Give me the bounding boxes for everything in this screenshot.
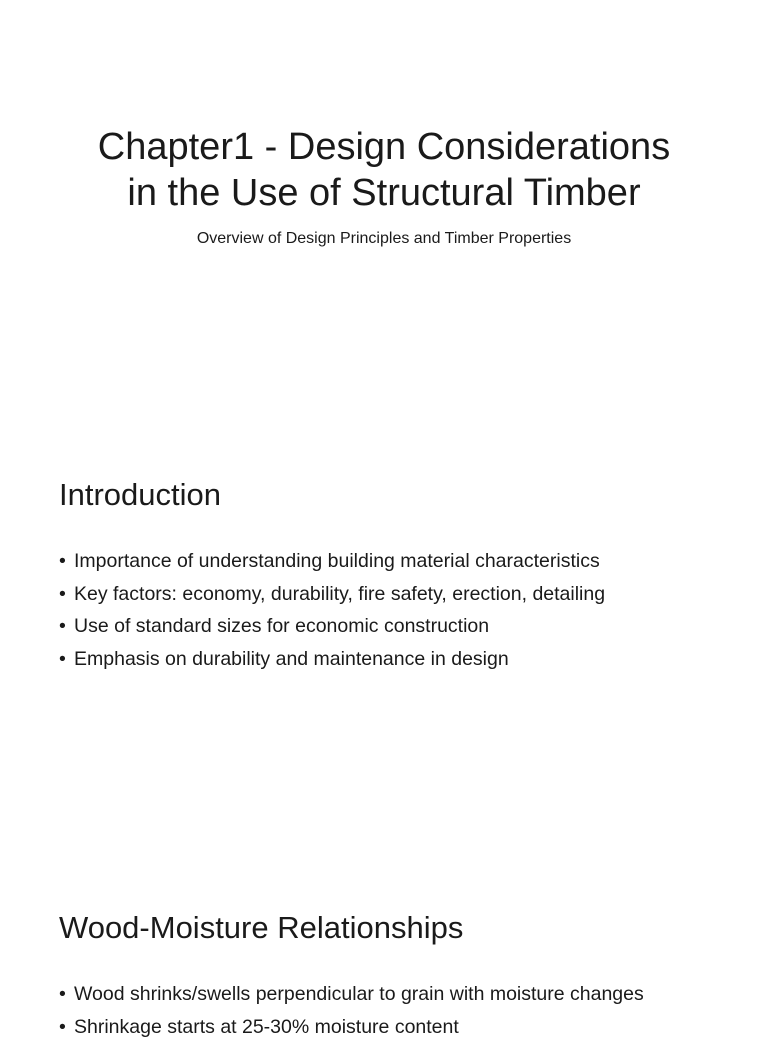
introduction-bullet-list xyxy=(59,545,605,675)
page-title xyxy=(0,124,768,216)
list-item: • Emphasis on durability and maintenance in design xyxy=(59,643,605,676)
title-line-1: Chapter1 - Design Considerations xyxy=(0,124,768,170)
section-heading-wood-moisture: Wood-Moisture Relationships xyxy=(59,909,463,947)
list-item: • Use of standard sizes for economic construction xyxy=(59,610,605,643)
list-item: • Importance of understanding building material characteristics xyxy=(59,545,605,578)
page-subtitle: Overview of Design Principles and Timber Properties xyxy=(0,229,768,249)
title-line-2: in the Use of Structural Timber xyxy=(0,170,768,216)
wood-moisture-bullet-list xyxy=(59,978,644,1043)
list-item: • Wood shrinks/swells perpendicular to grain with moisture changes xyxy=(59,978,644,1011)
list-item: • Shrinkage starts at 25-30% moisture content xyxy=(59,1011,644,1043)
section-heading-introduction: Introduction xyxy=(59,476,221,514)
list-item: • Key factors: economy, durability, fire safety, erection, detailing xyxy=(59,578,605,611)
